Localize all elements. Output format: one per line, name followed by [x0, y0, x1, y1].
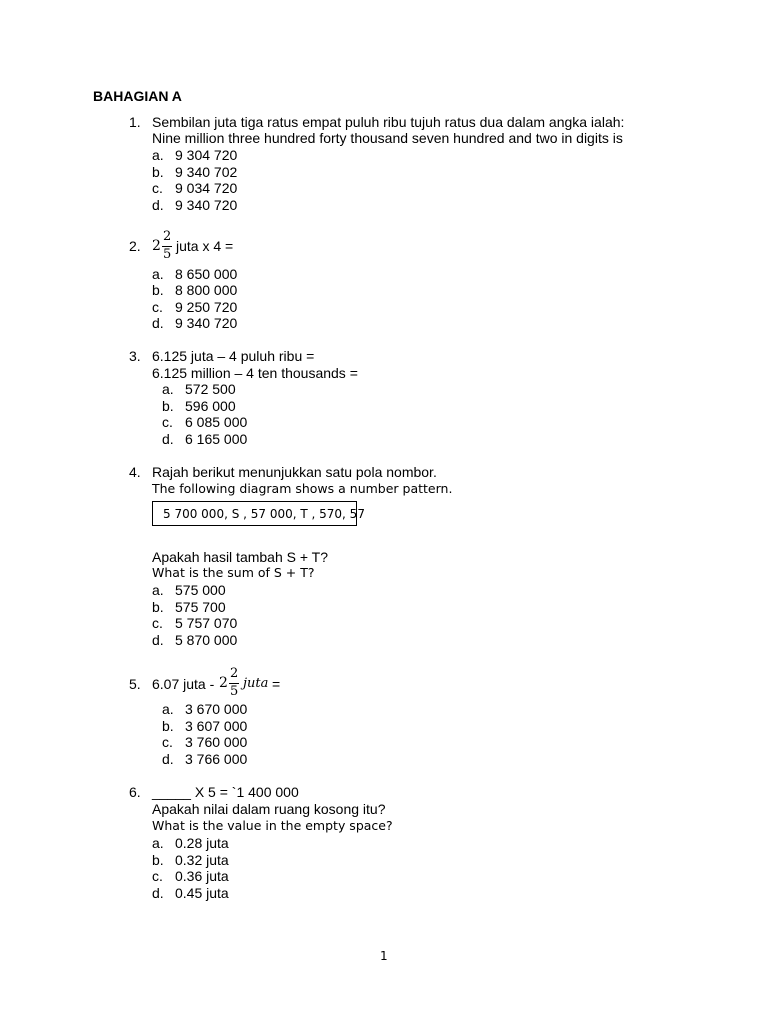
question-expression-suffix: = [272, 676, 281, 692]
option-text: 9 340 702 [175, 164, 238, 180]
question-number: 2. [129, 238, 141, 254]
question-text-english: 6.125 million – 4 ten thousands = [152, 365, 358, 381]
option-letter: d. [152, 885, 164, 901]
mixed-fraction [152, 229, 174, 263]
mixed-fraction [219, 666, 241, 700]
option-letter: d. [162, 751, 174, 767]
option-letter: c. [152, 615, 163, 631]
option-text: 596 000 [185, 398, 236, 414]
option-letter: c. [152, 180, 163, 196]
question-number: 6. [129, 784, 141, 800]
option-text: 3 607 000 [185, 718, 248, 734]
option-letter: b. [152, 282, 164, 298]
option-text: 5 870 000 [175, 632, 238, 648]
fraction-denominator: 5 [230, 684, 239, 699]
option-letter: b. [152, 852, 164, 868]
option-letter: b. [152, 164, 164, 180]
sub-question-english: What is the sum of S + T? [152, 565, 315, 580]
question-text-english: What is the value in the empty space? [152, 818, 393, 833]
question-equation: _____ X 5 = `1 400 000 [152, 784, 299, 800]
option-text: 575 700 [175, 599, 226, 615]
option-letter: b. [162, 718, 174, 734]
number-pattern-box [152, 501, 365, 526]
question-text-malay: Sembilan juta tiga ratus empat puluh ribu tujuh ratus dua dalam angka ialah: [152, 114, 625, 130]
option-text: 5 757 070 [175, 615, 238, 631]
question-text-malay: 6.125 juta – 4 puluh ribu = [152, 348, 315, 364]
fraction-whole: 2 [152, 238, 161, 254]
option-letter: d. [162, 431, 174, 447]
question-text-english: Nine million three hundred forty thousand seven hundred and two in digits is [152, 130, 623, 146]
fraction-unit: juta [243, 676, 269, 691]
question-number: 4. [129, 464, 141, 480]
option-text: 0.28 juta [175, 835, 229, 851]
question-text-malay: Rajah berikut menunjukkan satu pola nombor. [152, 464, 437, 480]
fraction-whole: 2 [219, 675, 228, 691]
option-letter: d. [152, 315, 164, 331]
option-text: 6 165 000 [185, 431, 248, 447]
option-text: 3 760 000 [185, 734, 248, 750]
question-text-english: The following diagram shows a number pattern. [152, 481, 453, 496]
question-number: 3. [129, 348, 141, 364]
option-letter: b. [152, 599, 164, 615]
option-text: 9 304 720 [175, 147, 238, 163]
option-letter: c. [162, 734, 173, 750]
option-letter: c. [152, 299, 163, 315]
option-letter: a. [162, 701, 174, 717]
option-letter: c. [152, 868, 163, 884]
option-text: 0.45 juta [175, 885, 229, 901]
option-text: 0.32 juta [175, 852, 229, 868]
fraction-numerator: 2 [230, 666, 239, 681]
section-title: BAHAGIAN A [93, 88, 182, 104]
option-text: 9 340 720 [175, 315, 238, 331]
option-letter: b. [162, 398, 174, 414]
option-letter: d. [152, 632, 164, 648]
option-letter: a. [162, 381, 174, 397]
option-text: 8 800 000 [175, 282, 238, 298]
number-pattern: 5 700 000, S , 57 000, T , 570, 57 [163, 507, 365, 521]
option-letter: a. [152, 835, 164, 851]
option-letter: a. [152, 266, 164, 282]
fraction-numerator: 2 [163, 229, 172, 244]
page-number: 1 [380, 949, 388, 963]
option-text: 575 000 [175, 582, 226, 598]
option-text: 572 500 [185, 381, 236, 397]
option-text: 8 650 000 [175, 266, 238, 282]
fraction-denominator: 5 [163, 247, 172, 262]
question-text-malay: Apakah nilai dalam ruang kosong itu? [152, 801, 386, 817]
option-text: 9 034 720 [175, 180, 238, 196]
option-letter: c. [162, 414, 173, 430]
option-letter: d. [152, 197, 164, 213]
option-text: 6 085 000 [185, 414, 248, 430]
option-text: 0.36 juta [175, 868, 229, 884]
option-letter: a. [152, 147, 164, 163]
option-text: 3 766 000 [185, 751, 248, 767]
option-text: 9 250 720 [175, 299, 238, 315]
option-text: 3 670 000 [185, 701, 248, 717]
question-number: 1. [129, 114, 141, 130]
option-letter: a. [152, 582, 164, 598]
option-text: 9 340 720 [175, 197, 238, 213]
question-expression-prefix: 6.07 juta - [152, 676, 215, 692]
question-number: 5. [129, 676, 141, 692]
sub-question-malay: Apakah hasil tambah S + T? [152, 549, 329, 565]
question-expression: juta x 4 = [176, 238, 234, 254]
